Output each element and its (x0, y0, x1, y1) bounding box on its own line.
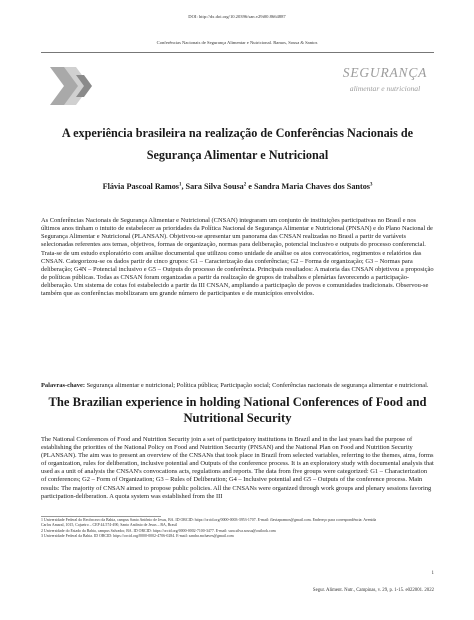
abstract-en (41, 436, 434, 501)
header-divider (41, 52, 434, 53)
author-name: Sara Silva Sousa (185, 182, 244, 191)
doi-line: DOI: http://dx.doi.org/10.20396/san.v29i00.8664887 (188, 14, 286, 19)
journal-subtitle: alimentar e nutricional (349, 84, 421, 93)
author-name: Flávia Pascoal Ramos (102, 182, 179, 191)
running-head: Conferências Nacionais de Segurança Alimentar e Nutricional. Ramos, Sousa & Santos (156, 40, 318, 45)
footer-citation: Segur. Aliment. Nutr., Campinas, v. 29, p. 1-15. e022001. 2022 (312, 588, 434, 593)
footnote-divider (41, 516, 161, 517)
keywords-text: Segurança alimentar e nutricional; Política pública; Participação social; Conferências nacionais de segurança alimentar e nutricional. (86, 382, 429, 389)
abstract-pt-text: As Conferências Nacionais de Segurança Alimentar e Nutricional (CNSAN) integraram um conjunto de instituições participativas no Brasil e nos últimos anos tinham o intuito de estabelecer as prioridades da Política Nacional de Segurança Alimentar e Nutricional (PNSAN) e do Plano Nacional de Segurança Alimentar e Nutricional (PLANSAN). Objetivou-se apresentar um panorama das CNSAN realizadas no Brasil a partir de variáveis selecionadas referentes aos temas, objetivos, formas de organização, normas para deliberação, potencial inclusivo e outputs do processo conferencial. Trata-se de um estudo exploratório com análise documental que utilizou como unidade de análise os atos convocatórios, regimentos e relatórios das CNSAN. Categorizou-se os dados partir de cinco grupos: G1 – Caracterização das conferências; G2 – Forma de organização; G3 – Normas para deliberação; G4N – Potencial inclusivo e G5 – Outputs do processo de conferência. Principais resultados: A maioria das CNSAN objetivou a proposição de políticas públicas. Todas as CNSAN foram organizadas a partir da realização de grupos de trabalhos e plenárias favorecendo a participação-deliberação. Um sistema de cotas foi estabelecido a partir da III CNSAN, ampliando a participação de povos e comunidades tradicionais. Observou-se também que as conferências mobilizaram um grande número de participantes e de municípios envolvidos. (41, 217, 434, 298)
author-affiliation-mark: 2 (243, 182, 247, 188)
keywords (41, 382, 434, 390)
abstract-pt (41, 217, 434, 298)
journal-logo-icon (46, 63, 98, 109)
abstract-en-text: The National Conferences of Food and Nutrition Security join a set of participatory institutions in Brazil and in the last years had the purpose of establishing the priorities of the National Policy on Food and Nutrition Security (PNSAN) and the National Plan on Food and Nutrition Security (PLANSAN). The aim was to present an overview of the CNSANs that took place in Brazil from selected variables, referring to the themes, aims, forms of organization, rules for deliberation, inclusive potential and Outputs of the conference process. It is an exploratory study with documental analysis that used as a unit of analysis the CNSAN's convocations acts, regulations and reports. The data from five groups were categorized: G1 – Characterization of conferences; G2 – Form of Organization; G3 – Rules of Deliberation; G4 – Inclusive potential and G5 – Outputs of the conference process. Main results: The majority of CNSAN aimed to propose public policies. All the CNSANs were organized through work groups and plenary sessions favoring participation-deliberation. A quota system was established from the III (41, 436, 434, 500)
author-affiliation-mark: 1 (178, 182, 182, 188)
article-title-en: The Brazilian experience in holding National Conferences of Food and Nutritional Security (48, 395, 427, 425)
footnotes (41, 518, 434, 540)
footnote: 2 Universidade do Estado da Bahia, campus Salvador, BA. ID ORCID: https://orcid.org/0000-0002-7100-3477. E-mail: sara.silva.sousa@outlook.com (41, 528, 276, 533)
journal-title: SEGURANÇA (342, 65, 428, 80)
author-affiliation-mark: 3 (369, 182, 373, 188)
article-title-pt: A experiência brasileira na realização de Conferências Nacionais de Segurança Alimentar e Nutricional (61, 126, 414, 162)
page-number: 1 (431, 571, 434, 576)
footnote: 1 Universidade Federal do Recôncavo da Bahia, campus Santo Antônio de Jesus, BA. ID ORCID: https://orcid.org/0000-0003-3953-1707. E-mail: flaviapramos@gmail.com. Endereço para correspondência: Avenida (41, 518, 377, 522)
author-list (41, 182, 434, 191)
keywords-label: Palavras-chave: (41, 382, 85, 389)
footnote: 3 Universidade Federal da Bahia. ID ORCID: https://orcid.org/0000-0002-4706-0284. E-mail: sandra.mchaves@gmail.com (41, 534, 234, 539)
author-separator: , (181, 182, 186, 191)
author-name: Sandra Maria Chaves dos Santos (253, 182, 370, 191)
author-separator: e (246, 182, 254, 191)
footnote: Carlos Amaral, 1015, Cajueiro – CEP 44.574-490, Santo Antônio de Jesus – BA, Brasil (41, 523, 178, 528)
